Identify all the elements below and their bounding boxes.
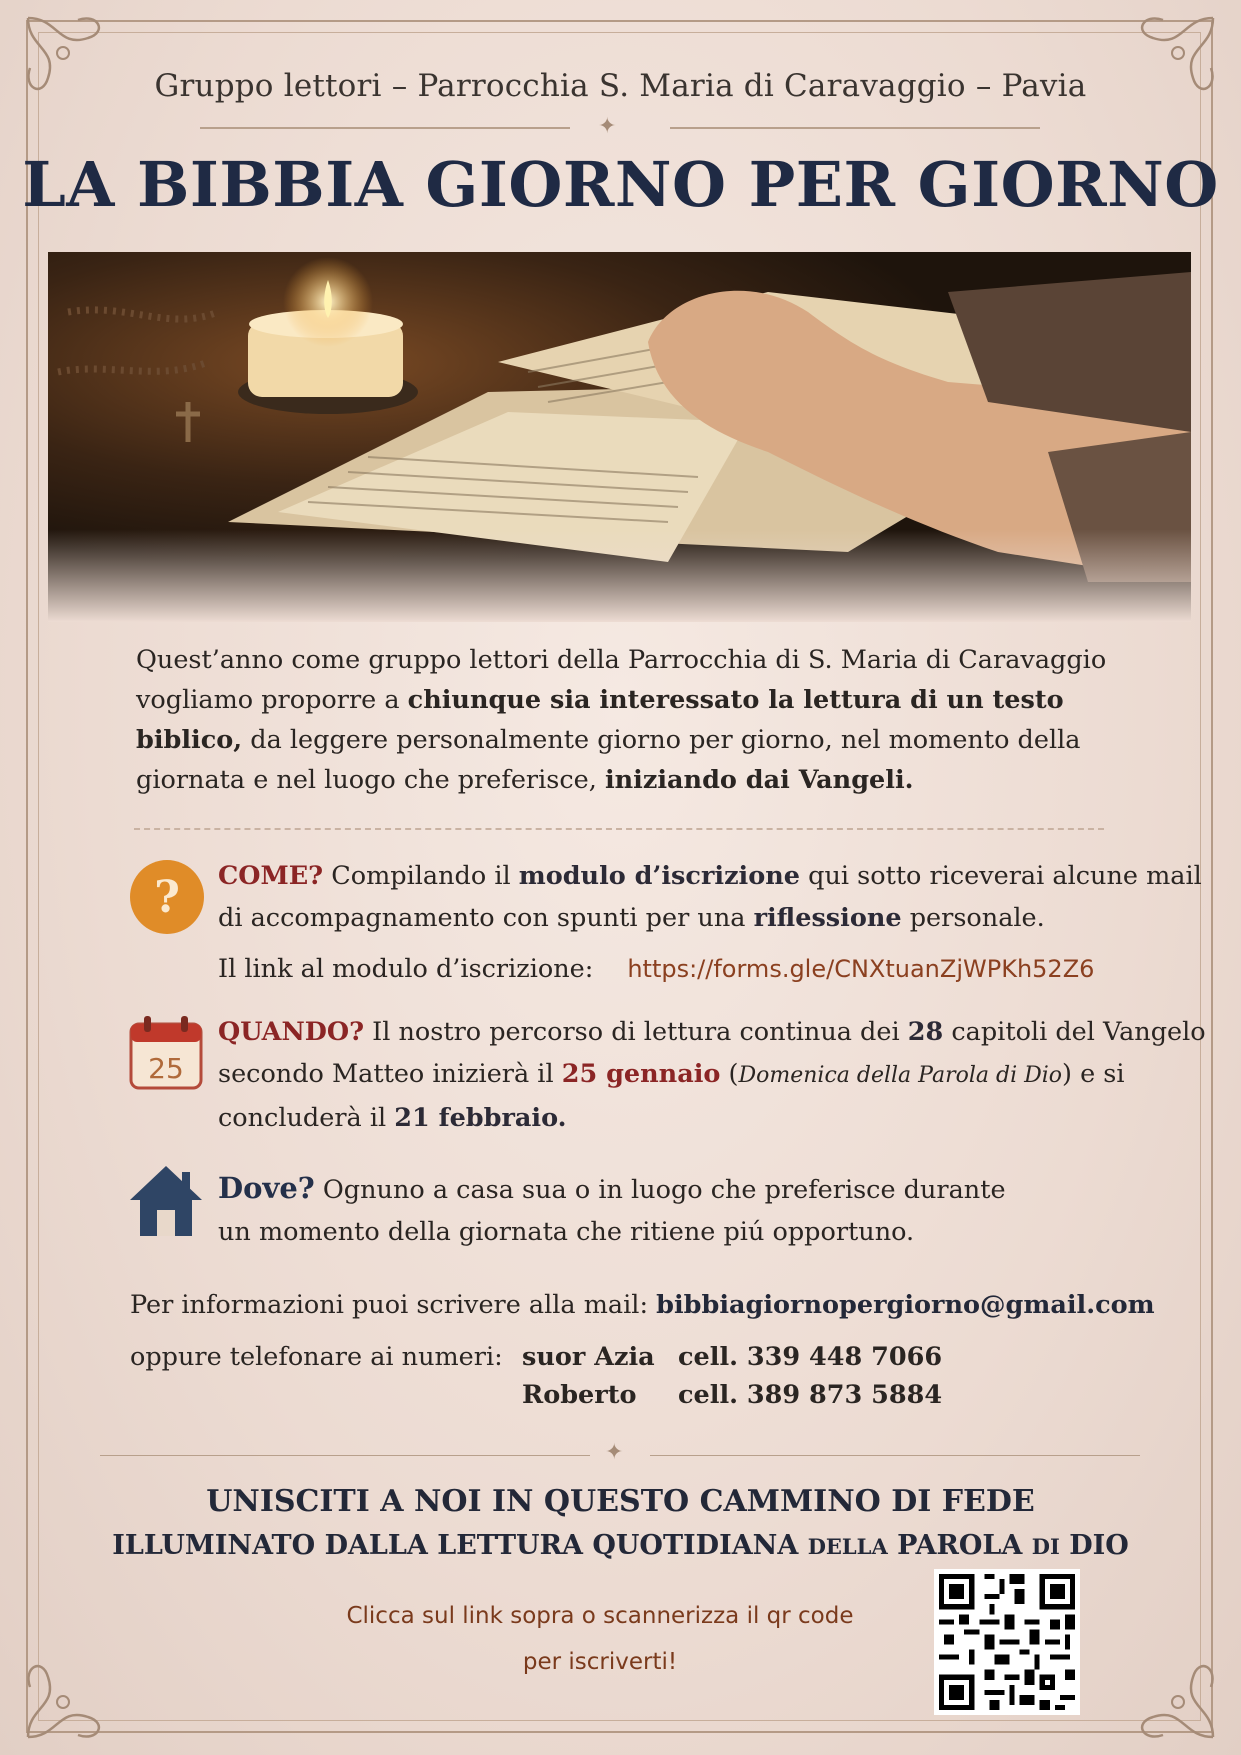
parish-subtitle: Gruppo lettori – Parrocchia S. Maria di Caravaggio – Pavia <box>154 68 1087 104</box>
link-label: Il link al modulo d’iscrizione: <box>218 954 594 984</box>
come-text: qui sotto riceverai alcune mail di accompagnamento con spunti per una <box>218 861 1202 933</box>
intro-bold: chiunque sia interessato la lettura di un testo biblico, <box>136 685 1064 755</box>
quando-text: ( <box>720 1059 739 1089</box>
contact-person-1: suor Azia <box>522 1342 655 1372</box>
star-ornament-icon: ✦ <box>598 114 617 139</box>
come-text: personale. <box>901 903 1045 933</box>
join-text: PAROLA <box>897 1530 1023 1561</box>
quando-date-start: 25 gennaio <box>561 1059 721 1089</box>
corner-ornament-icon <box>18 1627 138 1747</box>
cta-line-2: per iscriverti! <box>522 1649 678 1675</box>
quando-italic: Domenica della Parola di Dio <box>738 1063 1063 1088</box>
bible-candle-hands-photo <box>48 252 1191 622</box>
come-text: Compilando il <box>323 861 519 891</box>
divider <box>670 127 1040 129</box>
registration-form-link[interactable]: https://forms.gle/CNXtuanZjWPKh52Z6 <box>627 955 1095 983</box>
join-text: DIO <box>1069 1530 1129 1561</box>
contact-email-row <box>130 1290 1155 1320</box>
corner-ornament-icon <box>1103 1627 1223 1747</box>
intro-bold: iniziando dai Vangeli. <box>604 765 914 795</box>
page-title: LA BIBBIA GIORNO PER GIORNO <box>22 148 1219 221</box>
contact-phone-2[interactable]: cell. 389 873 5884 <box>678 1380 943 1410</box>
join-text-small: DI <box>1031 1534 1060 1559</box>
quando-date-end: 21 febbraio. <box>394 1103 567 1133</box>
house-icon <box>126 1162 206 1240</box>
join-text-small: DELLA <box>807 1534 888 1559</box>
quando-text: ) e si concluderà il <box>218 1059 1125 1133</box>
dove-text: Ognuno a casa sua o in luogo che preferisce durante un momento della giornata che ritiene piú opportuno. <box>218 1175 1006 1247</box>
dove-label: Dove? <box>218 1171 315 1205</box>
divider <box>100 1455 590 1456</box>
calendar-day: 25 <box>148 1052 184 1085</box>
divider <box>200 127 570 129</box>
contact-phone-1[interactable]: cell. 339 448 7066 <box>678 1342 943 1372</box>
quando-section <box>218 1011 1208 1139</box>
registration-link-row <box>218 948 1208 990</box>
join-heading: UNISCITI A NOI IN QUESTO CAMMINO DI FEDE <box>206 1484 1035 1519</box>
join-text: ILLUMINATO DALLA LETTURA QUOTIDIANA <box>112 1530 799 1561</box>
contact-email[interactable]: bibbiagiornopergiorno@gmail.com <box>656 1290 1155 1320</box>
quando-text: capitoli del Vangelo secondo Matteo inizierà il <box>218 1017 1206 1089</box>
question-icon <box>128 858 206 936</box>
phone-text: oppure telefonare ai numeri: <box>130 1342 503 1372</box>
dove-section <box>218 1167 1038 1253</box>
contact-phone-row <box>130 1342 503 1372</box>
come-bold: riflessione <box>753 903 902 933</box>
quando-label: QUANDO? <box>218 1017 365 1047</box>
cta-line-1: Clicca sul link sopra o scannerizza il qr code <box>346 1603 854 1629</box>
intro-text: Quest’anno come gruppo lettori della Parrocchia di S. Maria di Caravaggio vogliamo proporre a <box>136 645 1107 715</box>
intro-text: da leggere personalmente giorno per giorno, nel momento della giornata e nel luogo che preferisce, <box>136 725 1081 795</box>
dashed-divider <box>134 828 1104 830</box>
come-bold: modulo d’iscrizione <box>518 861 801 891</box>
mail-text: Per informazioni puoi scrivere alla mail: <box>130 1290 649 1320</box>
svg-text:?: ? <box>154 872 180 923</box>
calendar-icon <box>128 1014 204 1092</box>
come-label: COME? <box>218 861 324 891</box>
quando-bold: 28 <box>907 1017 944 1047</box>
star-ornament-icon: ✦ <box>605 1440 624 1465</box>
come-section <box>218 855 1208 939</box>
quando-text: Il nostro percorso di lettura continua dei <box>364 1017 908 1047</box>
contact-person-2: Roberto <box>522 1380 637 1410</box>
qr-code[interactable] <box>934 1569 1080 1715</box>
join-subheading <box>0 1530 1241 1561</box>
divider <box>650 1455 1140 1456</box>
intro-paragraph <box>136 640 1116 800</box>
